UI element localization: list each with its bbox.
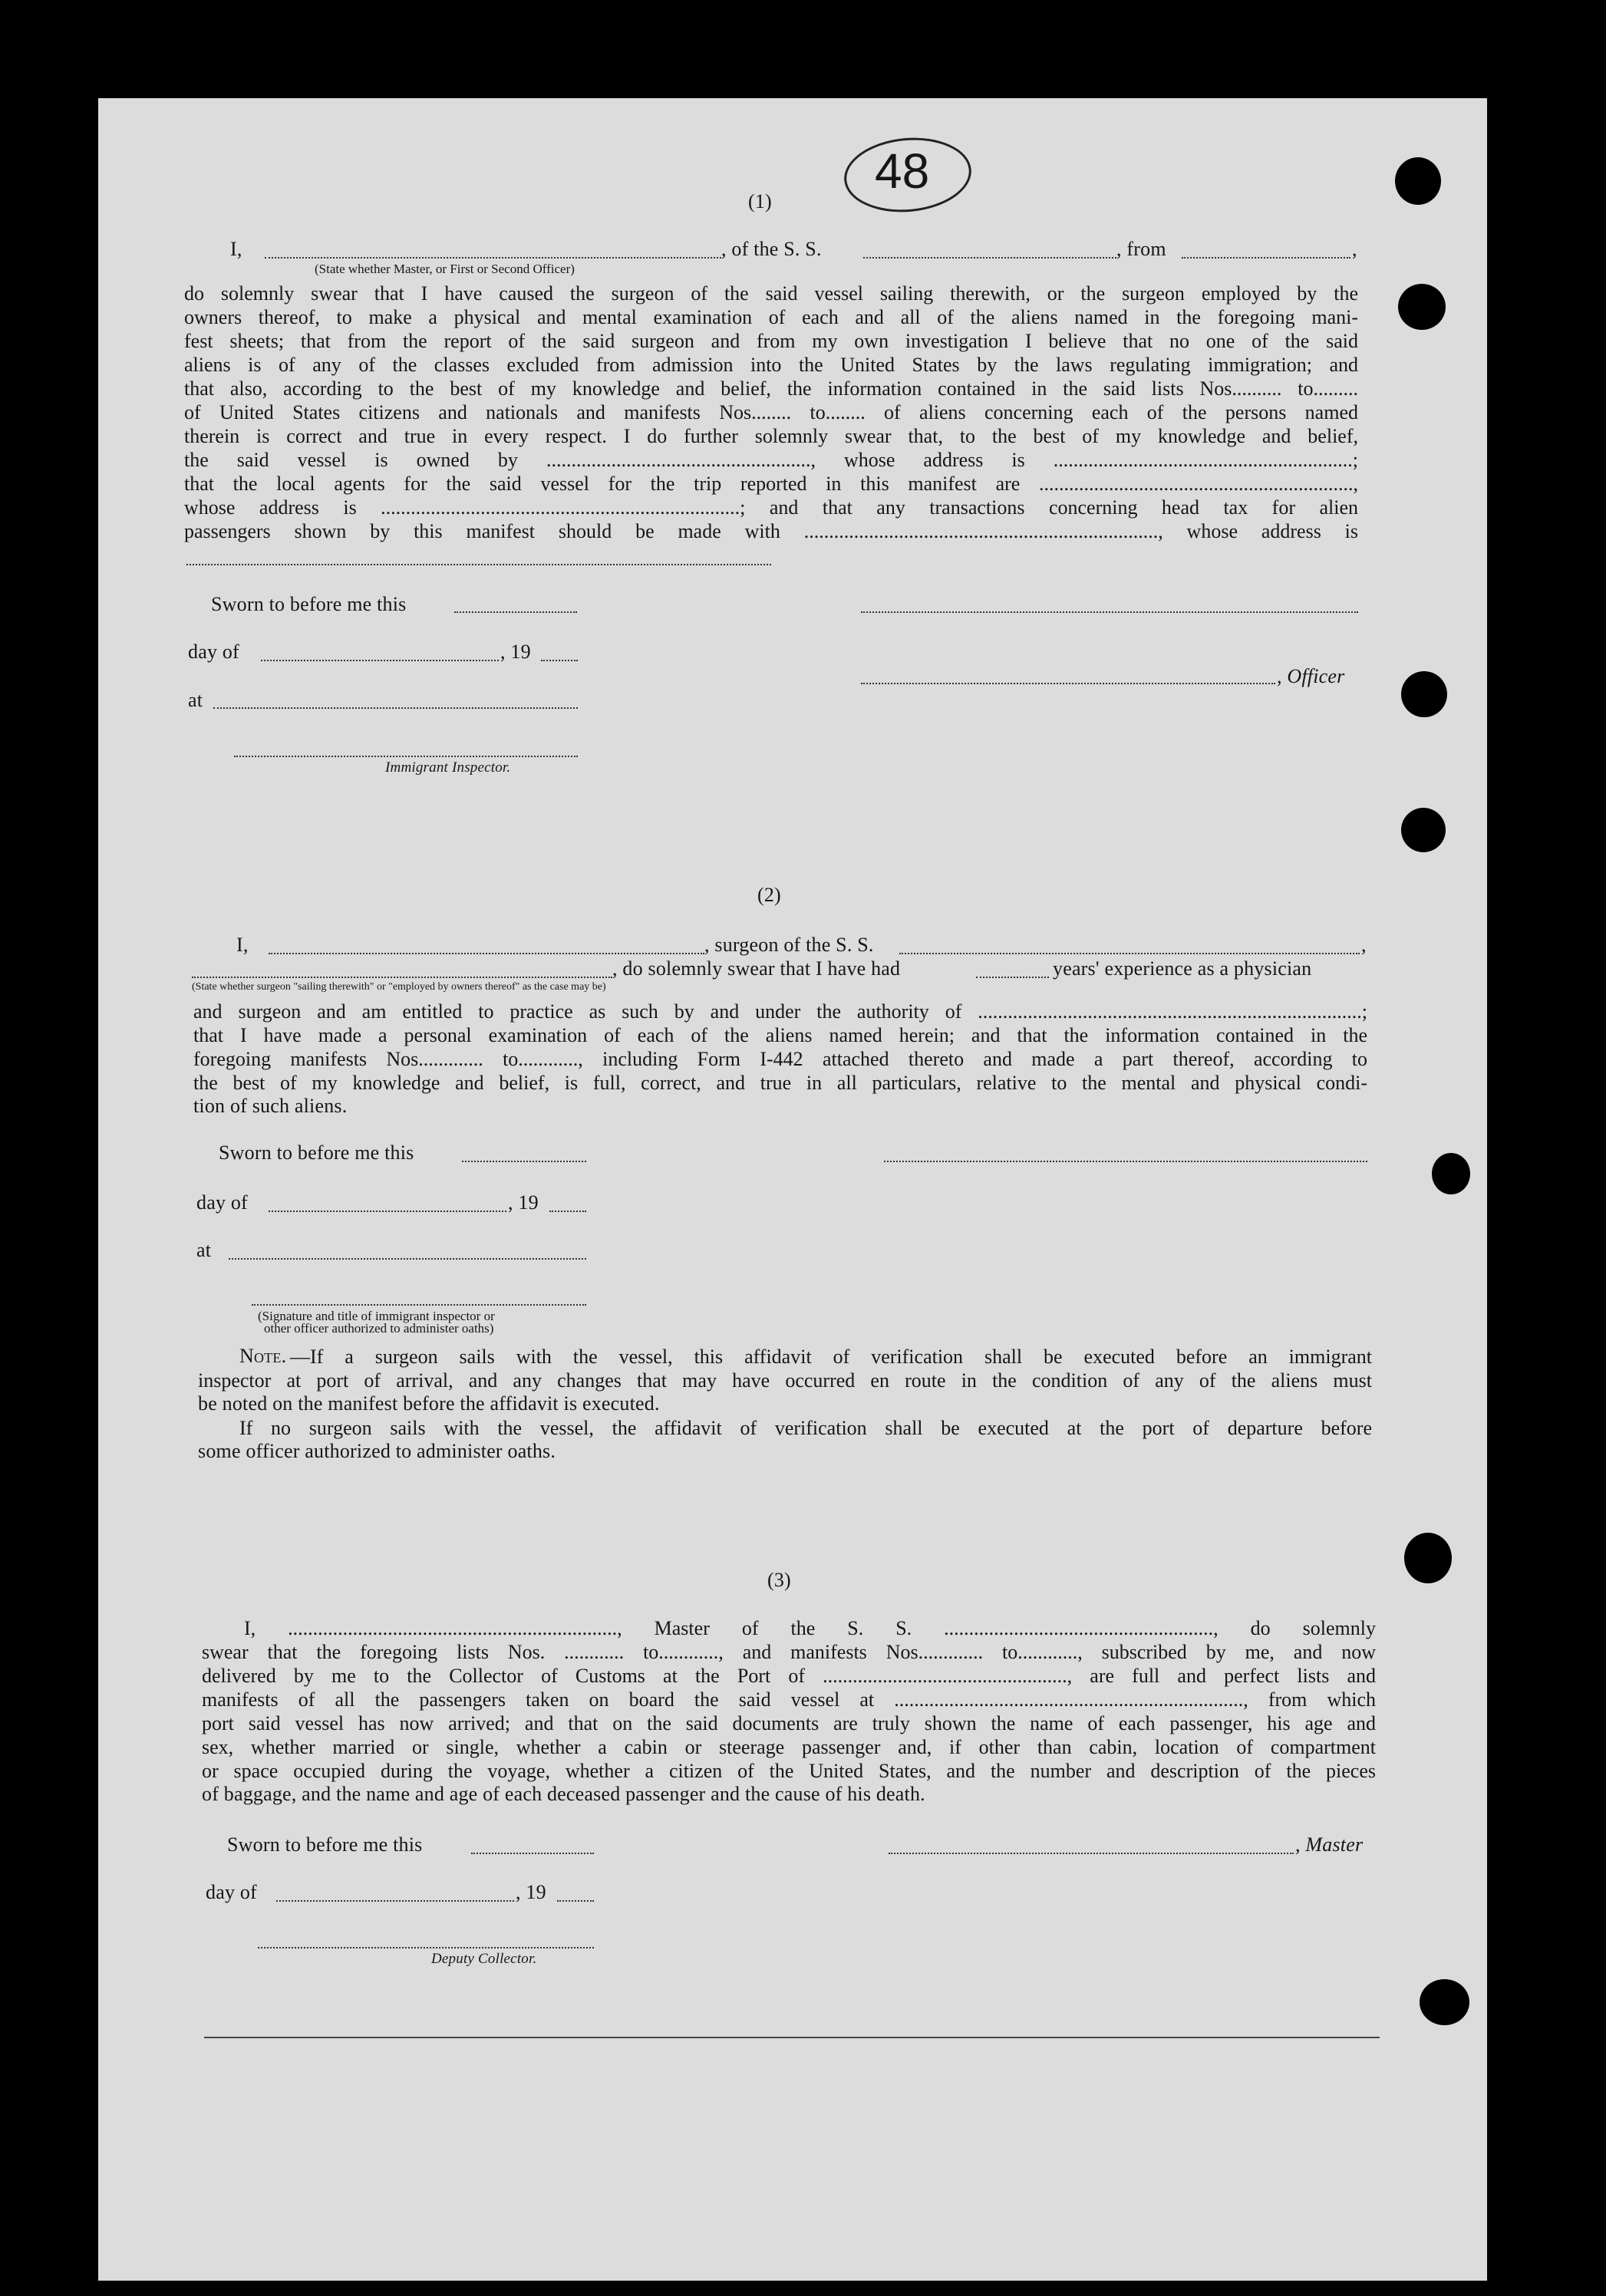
s2-body-last: tion of such aliens. <box>193 1095 348 1117</box>
s2-caption: (State whether surgeon "sailing therewith" or "employed by owners thereof" as the case may be) <box>192 981 606 993</box>
s1-caption: (State whether Master, or First or Second Officer) <box>315 262 575 276</box>
s2-body-line: and surgeon and am entitled to practice as such by and under the authority of .............................................................................; <box>193 1000 1367 1023</box>
s1-line1-i: I, <box>230 238 242 260</box>
s2-note2-line: If no surgeon sails with the vessel, the affidavit of verification shall be executed at the port of departure before <box>239 1417 1372 1439</box>
blank-field <box>454 611 577 613</box>
s2-sig-caption-2: other officer authorized to administer oaths) <box>264 1321 494 1336</box>
s2-note2-last: some officer authorized to administer oaths. <box>198 1440 556 1462</box>
s1-body-line: whose address is ........................................................................; and that any transactions concerning head tax for alien <box>184 496 1358 519</box>
s2-year: , 19 <box>508 1191 539 1214</box>
binder-hole <box>1432 1153 1470 1194</box>
s1-at: at <box>188 689 203 711</box>
blank-field <box>549 1211 586 1212</box>
s1-body-line: aliens is of any of the classes excluded from admission into the United States by the laws regulating immigration; and <box>184 354 1358 376</box>
blank-field <box>269 953 704 954</box>
surgeon-signature-line <box>884 1161 1367 1162</box>
deputy-signature-line <box>258 1947 594 1948</box>
s3-body-line: port said vessel has now arrived; and that on the said documents are truly shown the name of each passenger, his age and <box>202 1712 1376 1734</box>
s1-sworn: Sworn to before me this <box>211 593 407 615</box>
blank-field <box>863 257 1116 259</box>
section-heading: (3) <box>767 1569 791 1591</box>
s3-year: , 19 <box>516 1881 546 1903</box>
s2-sig-caption-1: (Signature and title of immigrant inspector or <box>258 1309 495 1323</box>
s3-body-last: of baggage, and the name and age of each deceased passenger and the cause of his death. <box>202 1783 925 1805</box>
s2-sworn: Sworn to before me this <box>219 1141 414 1164</box>
binder-hole <box>1398 284 1446 330</box>
s2-at: at <box>196 1239 212 1261</box>
s1-line1-end: , <box>1352 238 1357 260</box>
s2-line2-swear: , do solemnly swear that I have had <box>612 957 901 980</box>
s2-line2-years: years' experience as a physician <box>1053 957 1312 980</box>
page-number-annotation: 48 <box>875 143 930 199</box>
s2-line1-surgeon: , surgeon of the S. S. <box>704 934 874 956</box>
blank-field <box>976 977 1049 978</box>
s2-note-line: inspector at port of arrival, and any changes that may have occurred en route in the condition of any of the aliens must <box>198 1369 1372 1392</box>
blank-field <box>899 953 1360 954</box>
s1-body-line: the said vessel is owned by ....................................................., whose address is ............................................................; <box>184 449 1358 471</box>
blank-field <box>557 1900 594 1902</box>
blank-field <box>265 257 721 259</box>
blank-field <box>1182 257 1350 259</box>
s3-sworn: Sworn to before me this <box>227 1833 423 1856</box>
binder-hole <box>1404 1533 1452 1583</box>
section-heading: (1) <box>748 190 772 212</box>
s3-body-line: I, .................................................................., Master of the S. S. ......................................................, do solemnly <box>244 1617 1376 1639</box>
s2-line1-i: I, <box>236 934 249 956</box>
s3-body-line: manifests of all the passengers taken on board the said vessel at ......................................................................, from which <box>202 1688 1376 1711</box>
s2-note-last: be noted on the manifest before the affidavit is executed. <box>198 1392 660 1415</box>
s1-body-line: owners thereof, to make a physical and mental examination of each and all of the aliens named in the foregoing mani- <box>184 306 1358 328</box>
s1-body-line: do solemnly swear that I have caused the surgeon of the said vessel sailing therewith, or the surgeon employed by the <box>184 282 1358 305</box>
s2-body-line: that I have made a personal examination of each of the aliens named herein; and that the information contained in the <box>193 1024 1367 1046</box>
s2-body-line: foregoing manifests Nos............. to............, including Form I-442 attached thereto and made a part thereof, according to <box>193 1048 1367 1070</box>
binder-hole <box>1395 157 1441 205</box>
s1-body-line: therein is correct and true in every respect. I do further solemnly swear that, to the best of my knowledge and belief, <box>184 425 1358 447</box>
officer-name-line <box>861 683 1275 684</box>
s1-line1-from: , from <box>1116 238 1166 260</box>
blank-field <box>192 977 612 978</box>
blank-field <box>471 1853 594 1854</box>
blank-field <box>269 1211 506 1212</box>
s1-body-line: of United States citizens and nationals and manifests Nos........ to........ of aliens concerning each of the persons named <box>184 401 1358 423</box>
binder-hole <box>1401 671 1447 717</box>
binder-hole <box>1401 808 1446 852</box>
bottom-rule <box>204 2037 1380 2038</box>
s3-body-line: swear that the foregoing lists Nos. ............ to............, and manifests Nos............. to............, subscribed by me, and now <box>202 1641 1376 1663</box>
blank-field <box>276 1900 514 1902</box>
s3-day-of: day of <box>206 1881 257 1903</box>
s2-body-line: the best of my knowledge and belief, is full, correct, and true in all particulars, relative to the mental and physical condi- <box>193 1072 1367 1094</box>
s3-body-line: delivered by me to the Collector of Customs at the Port of ................................................., are full and perfect lists and <box>202 1665 1376 1687</box>
inspector-signature-line <box>234 756 578 757</box>
officer-signature-line <box>861 611 1358 613</box>
s3-body-line: sex, whether married or single, whether a cabin or steerage passenger and, if other than cabin, location of compartment <box>202 1736 1376 1758</box>
blank-field <box>261 660 499 661</box>
master-signature-line <box>889 1853 1294 1854</box>
blank-field <box>186 564 771 565</box>
s1-year: , 19 <box>500 641 531 663</box>
blank-field <box>541 660 578 661</box>
s1-inspector-label: Immigrant Inspector. <box>385 759 511 776</box>
blank-field <box>229 1258 586 1260</box>
s1-line1-ss: , of the S. S. <box>721 238 822 260</box>
s2-line1-end: , <box>1361 934 1367 956</box>
binder-hole <box>1420 1979 1469 2025</box>
s1-body-line: that the local agents for the said vessel for the trip reported in this manifest are ..............................................................., <box>184 473 1358 495</box>
s2-note-label: Note. <box>239 1345 287 1367</box>
section-heading: (2) <box>757 884 781 906</box>
s3-master-label: , Master <box>1295 1833 1364 1856</box>
s2-note-line: —If a surgeon sails with the vessel, this affidavit of verification shall be executed before an immigrant <box>290 1346 1372 1368</box>
s3-deputy-label: Deputy Collector. <box>431 1951 537 1967</box>
s1-day-of: day of <box>188 641 239 663</box>
s1-body-line: fest sheets; that from the report of the said surgeon and from my own investigation I believe that no one of the said <box>184 330 1358 352</box>
s1-officer-label: , Officer <box>1277 665 1345 687</box>
blank-field <box>462 1161 586 1162</box>
s3-body-line: or space occupied during the voyage, whether a citizen of the United States, and the number and description of the pieces <box>202 1760 1376 1782</box>
s1-body-line: that also, according to the best of my knowledge and belief, the information contained in the said lists Nos.......... to......... <box>184 377 1358 400</box>
s2-day-of: day of <box>196 1191 248 1214</box>
inspector-signature-line <box>252 1304 586 1306</box>
blank-field <box>213 707 578 709</box>
s1-body-line: passengers shown by this manifest should be made with ......................................................................., whose address is <box>184 520 1358 542</box>
